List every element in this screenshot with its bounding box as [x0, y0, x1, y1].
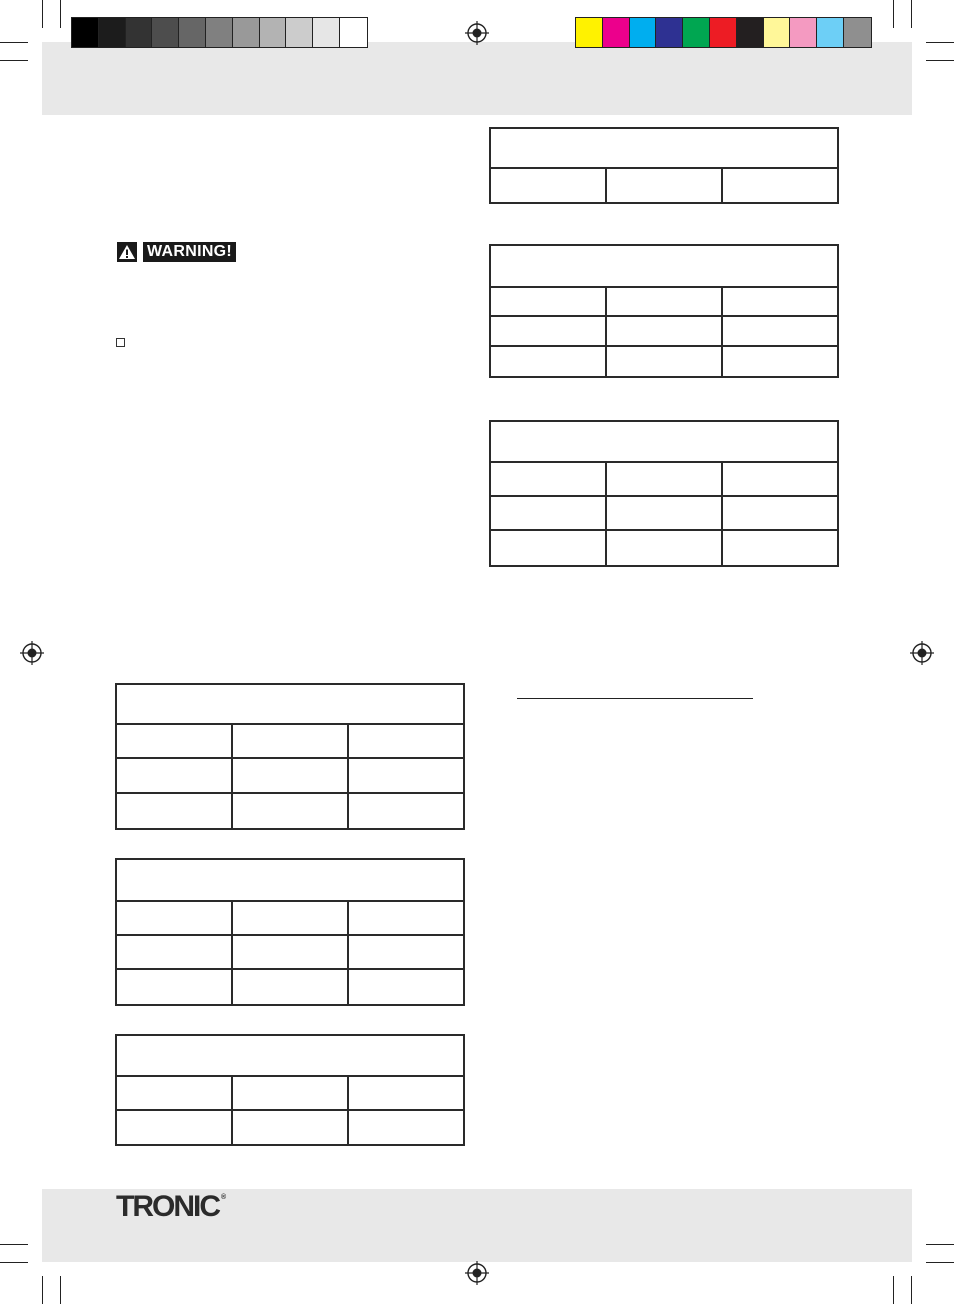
table-cell — [349, 936, 463, 968]
table-cell — [607, 497, 723, 529]
warning-triangle-icon — [117, 242, 137, 262]
table-cell — [117, 970, 233, 1004]
grayscale-calibration-strip — [71, 17, 368, 48]
table-header — [491, 129, 837, 169]
registration-mark-icon — [465, 1261, 489, 1285]
registration-mark-icon — [910, 641, 934, 665]
color-swatch — [790, 18, 817, 47]
table-row — [491, 347, 837, 376]
crop-mark — [0, 1244, 28, 1245]
table-cell — [607, 169, 723, 202]
table-cell — [349, 1111, 463, 1145]
table-cell — [233, 794, 349, 828]
table-row — [117, 1111, 463, 1145]
table-header — [117, 860, 463, 902]
table-row — [117, 902, 463, 936]
table-row — [491, 531, 837, 565]
color-swatch — [179, 18, 206, 47]
color-swatch — [126, 18, 153, 47]
table-row — [491, 288, 837, 317]
table-cell — [117, 725, 233, 757]
color-swatch — [630, 18, 657, 47]
crop-mark — [893, 1276, 894, 1304]
table-cell — [491, 531, 607, 565]
color-swatch — [817, 18, 844, 47]
table-cell — [723, 317, 837, 344]
crop-mark — [0, 1262, 28, 1263]
table-cell — [723, 463, 837, 495]
table-row — [117, 1077, 463, 1111]
registration-mark-icon — [465, 21, 489, 45]
table-cell — [233, 936, 349, 968]
link-underline[interactable] — [517, 698, 753, 699]
table-cell — [349, 970, 463, 1004]
table — [489, 420, 839, 567]
header-band — [42, 42, 912, 115]
table — [115, 858, 465, 1006]
crop-mark — [911, 0, 912, 28]
table-cell — [349, 1077, 463, 1109]
crop-mark — [0, 60, 28, 61]
table-cell — [233, 902, 349, 934]
table-cell — [117, 936, 233, 968]
color-swatch — [99, 18, 126, 47]
table — [489, 127, 839, 204]
table-cell — [491, 288, 607, 315]
warning-label — [117, 242, 236, 262]
crop-mark — [0, 42, 28, 43]
color-calibration-strip — [575, 17, 872, 48]
crop-mark — [926, 1244, 954, 1245]
brand-logo: TRONIC ® — [116, 1190, 227, 1223]
table-cell — [723, 497, 837, 529]
table-cell — [233, 1077, 349, 1109]
color-swatch — [233, 18, 260, 47]
crop-mark — [60, 1276, 61, 1304]
color-swatch — [340, 18, 367, 47]
table-cell — [607, 463, 723, 495]
table-row — [117, 725, 463, 759]
color-swatch — [72, 18, 99, 47]
table-row — [117, 970, 463, 1004]
table-header — [117, 1036, 463, 1077]
table — [115, 683, 465, 830]
table-row — [491, 497, 837, 531]
color-swatch — [710, 18, 737, 47]
crop-mark — [911, 1276, 912, 1304]
checkbox[interactable] — [116, 338, 125, 347]
table-cell — [607, 531, 723, 565]
table-row — [491, 463, 837, 497]
table-cell — [349, 794, 463, 828]
color-swatch — [656, 18, 683, 47]
crop-mark — [42, 0, 43, 28]
color-swatch — [313, 18, 340, 47]
table-cell — [723, 347, 837, 376]
color-swatch — [683, 18, 710, 47]
table-cell — [233, 970, 349, 1004]
table-row — [117, 936, 463, 970]
table — [489, 244, 839, 378]
table-cell — [491, 347, 607, 376]
crop-mark — [926, 1262, 954, 1263]
registration-mark-icon — [20, 641, 44, 665]
table-cell — [607, 347, 723, 376]
table-cell — [117, 1111, 233, 1145]
table-row — [117, 759, 463, 793]
table-cell — [233, 725, 349, 757]
color-swatch — [737, 18, 764, 47]
warning-text: WARNING! — [143, 242, 236, 262]
color-swatch — [152, 18, 179, 47]
table-cell — [491, 317, 607, 344]
table-cell — [349, 759, 463, 791]
crop-mark — [926, 42, 954, 43]
table-cell — [117, 759, 233, 791]
table-row — [491, 169, 837, 202]
crop-mark — [893, 0, 894, 28]
table-cell — [723, 531, 837, 565]
color-swatch — [764, 18, 791, 47]
table-cell — [349, 725, 463, 757]
crop-mark — [926, 60, 954, 61]
table-cell — [723, 169, 837, 202]
table-cell — [117, 902, 233, 934]
table-row — [117, 794, 463, 828]
table-cell — [491, 497, 607, 529]
color-swatch — [206, 18, 233, 47]
table-cell — [723, 288, 837, 315]
table-cell — [233, 759, 349, 791]
color-swatch — [576, 18, 603, 47]
table-cell — [117, 794, 233, 828]
color-swatch — [286, 18, 313, 47]
table — [115, 1034, 465, 1146]
table-cell — [349, 902, 463, 934]
color-swatch — [603, 18, 630, 47]
color-swatch — [260, 18, 287, 47]
table-cell — [491, 169, 607, 202]
table-cell — [607, 317, 723, 344]
crop-mark — [42, 1276, 43, 1304]
color-swatch — [844, 18, 871, 47]
table-header — [491, 246, 837, 288]
table-cell — [607, 288, 723, 315]
table-row — [491, 317, 837, 346]
table-header — [491, 422, 837, 463]
table-cell — [117, 1077, 233, 1109]
table-cell — [233, 1111, 349, 1145]
crop-mark — [60, 0, 61, 28]
table-cell — [491, 463, 607, 495]
table-header — [117, 685, 463, 725]
